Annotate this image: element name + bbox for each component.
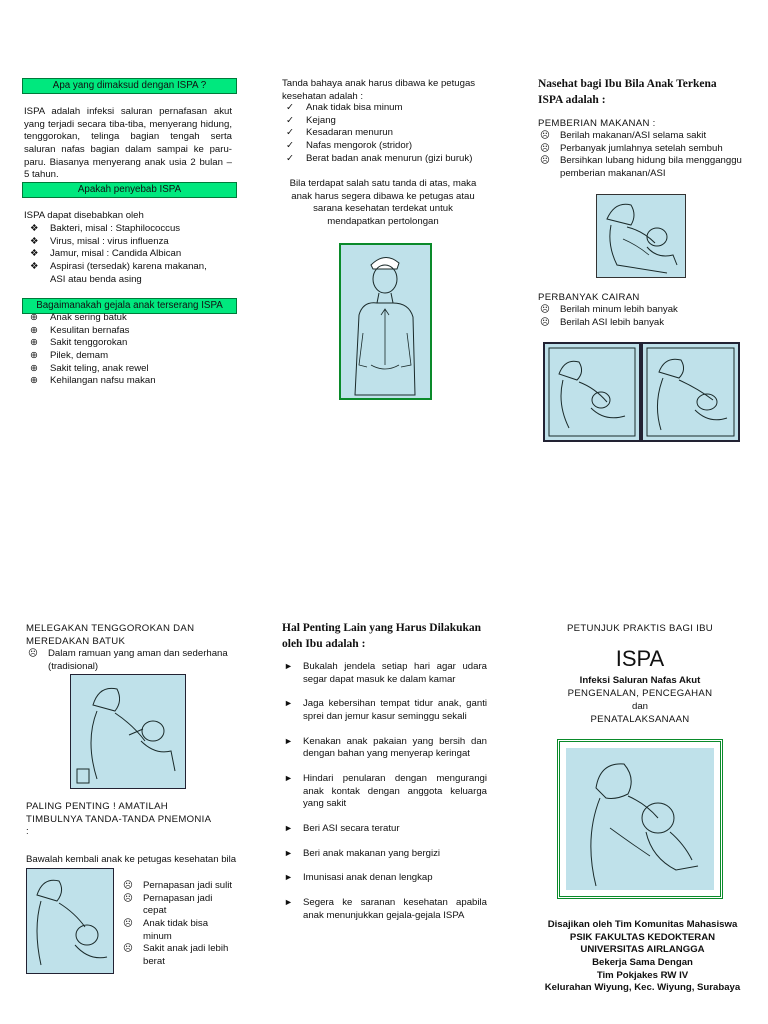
other-actions-title: Hal Penting Lain yang Harus Dilakukan oleh Ibu adalah : bbox=[282, 622, 482, 650]
soothe-throat-title: MELEGAKAN TENGGOROKAN DAN MEREDAKAN BATUK bbox=[26, 623, 195, 647]
list-item: ► Segera ke saranan kesehatan apabila anak menunjukkan gejala-gejala ISPA bbox=[284, 896, 487, 921]
frown-icon: ☹ bbox=[123, 943, 133, 955]
list-item: ► Hindari penularan dengan mengurangi anak kontak dengan anggota keluarga yang sakit bbox=[284, 772, 487, 810]
list-item: ⊕ Pilek, demam bbox=[30, 349, 109, 361]
ispa-definition: ISPA adalah infeksi saluran pernafasan akut yang terjadi secara tiba-tiba, menyerang hidung, tenggorokan, telinga bagian tengah serta saluran nafas bagian dalam sampai ke paru-paru. Biasanya menyerang anak usia 2 bulan – 5 tahun. bbox=[24, 106, 232, 181]
fluids-illustration-left bbox=[543, 342, 641, 442]
mother-holding-child-drawing-icon bbox=[566, 748, 714, 890]
list-item: ✓ Nafas mengorok (stridor) bbox=[286, 139, 413, 151]
list-item: ☹ Sakit anak jadi lebih berat bbox=[123, 943, 229, 967]
mother-checking-child-drawing-icon bbox=[27, 869, 113, 973]
fluids-illustration-right bbox=[641, 342, 740, 442]
list-item: ✓ Anak tidak bisa minum bbox=[286, 102, 403, 113]
fluids-subheading: PERBANYAK CAIRAN bbox=[538, 292, 640, 303]
circle-cross-bullet-icon: ⊕ bbox=[30, 362, 38, 374]
arrow-bullet-icon: ► bbox=[284, 698, 293, 709]
list-item: ► Kenakan anak pakaian yang bersih dan dengan bahan yang menyerap keringat bbox=[284, 735, 487, 760]
diamond-bullet-icon: ❖ bbox=[30, 248, 39, 260]
symptoms-list bbox=[24, 312, 224, 388]
feeding-illustration bbox=[596, 194, 686, 278]
circle-cross-bullet-icon: ⊕ bbox=[30, 375, 38, 387]
circle-cross-bullet-icon: ⊕ bbox=[30, 349, 38, 361]
credit-line: PSIK FAKULTAS KEDOKTERAN bbox=[569, 931, 716, 943]
list-item: ☹ Pernapasan jadi sulit bbox=[123, 880, 233, 891]
arrow-bullet-icon: ► bbox=[284, 872, 293, 883]
list-item: ✓ Kejang bbox=[286, 114, 336, 126]
list-item: ⊕ Sakit teling, anak rewel bbox=[30, 362, 149, 374]
list-item: ☹ Berilah ASI lebih banyak bbox=[540, 316, 664, 328]
cover-line3: PENATALAKSANAAN bbox=[590, 714, 690, 725]
diamond-bullet-icon: ❖ bbox=[30, 223, 39, 234]
fluids-list bbox=[534, 304, 744, 329]
mother-feeding-drawing-icon bbox=[597, 195, 685, 277]
danger-signs-intro: Tanda bahaya anak harus dibawa ke petugas kesehatan adalah : bbox=[282, 78, 476, 102]
cover-credits bbox=[540, 919, 745, 995]
remedy-list bbox=[22, 648, 237, 673]
breathing-check-illustration bbox=[26, 868, 114, 974]
frown-icon: ☹ bbox=[540, 130, 550, 141]
list-item: ✓ Kesadaran menurun bbox=[286, 127, 393, 139]
list-item: ⊕ Sakit tenggorokan bbox=[30, 337, 128, 349]
list-item: ► Beri ASI secara teratur bbox=[284, 822, 400, 834]
return-list bbox=[117, 880, 237, 969]
list-item: ► Jaga kebersihan tempat tidur anak, ganti sprei dan jemur kasur seminggu sekali bbox=[284, 698, 487, 722]
frown-icon: ☹ bbox=[540, 316, 550, 328]
list-item: ❖ Bakteri, misal : Staphilococcus bbox=[30, 223, 181, 234]
danger-signs-list bbox=[280, 102, 495, 165]
cover-title: ISPA bbox=[615, 646, 665, 671]
frown-icon: ☹ bbox=[123, 880, 133, 891]
frown-icon: ☹ bbox=[28, 648, 38, 659]
check-icon: ✓ bbox=[286, 139, 294, 151]
nurse-illustration bbox=[339, 243, 432, 400]
list-item: ► Beri anak makanan yang bergizi bbox=[284, 847, 441, 859]
credit-line: Disajikan oleh Tim Komunitas Mahasiswa bbox=[547, 919, 738, 930]
return-intro: Bawalah kembali anak ke petugas kesehatan bila bbox=[26, 854, 237, 865]
cover-illustration bbox=[566, 748, 714, 890]
list-item: ⊕ Anak sering batuk bbox=[30, 312, 127, 323]
cover-illustration-frame bbox=[557, 739, 723, 899]
credit-line: Kelurahan Wiyung, Kec. Wiyung, Surabaya bbox=[544, 982, 741, 994]
frown-icon: ☹ bbox=[540, 304, 550, 315]
list-item: ☹ Bersihkan lubang hidung bila mengganggu pemberian makanan/ASI bbox=[540, 155, 742, 179]
list-item: ☹ Pernapasan jadi cepat bbox=[123, 892, 213, 917]
heading-what-is-ispa: Apa yang dimaksud dengan ISPA ? bbox=[22, 78, 237, 94]
arrow-bullet-icon: ► bbox=[284, 896, 293, 907]
arrow-bullet-icon: ► bbox=[284, 735, 293, 746]
arrow-bullet-icon: ► bbox=[284, 661, 293, 671]
diamond-bullet-icon: ❖ bbox=[30, 235, 39, 247]
mother-giving-drink-drawing-icon bbox=[545, 344, 639, 440]
arrow-bullet-icon: ► bbox=[284, 772, 293, 783]
causes-list bbox=[24, 223, 224, 286]
nurse-drawing-icon bbox=[341, 245, 430, 398]
list-item: ☹ Berilah minum lebih banyak bbox=[540, 304, 678, 315]
food-list bbox=[534, 130, 744, 181]
cover-line1: PENGENALAN, PENCEGAHAN bbox=[567, 688, 713, 699]
list-item: ☹ Dalam ramuan yang aman dan sederhana (tradisional) bbox=[28, 648, 228, 672]
list-item: ☹ Perbanyak jumlahnya setelah sembuh bbox=[540, 142, 723, 154]
arrow-bullet-icon: ► bbox=[284, 847, 293, 858]
frown-icon: ☹ bbox=[123, 892, 133, 904]
food-subheading: PEMBERIAN MAKANAN : bbox=[538, 118, 656, 129]
check-icon: ✓ bbox=[286, 127, 294, 139]
cover-line2: dan bbox=[631, 701, 648, 712]
frown-icon: ☹ bbox=[540, 155, 550, 167]
other-actions-list bbox=[282, 661, 487, 934]
circle-cross-bullet-icon: ⊕ bbox=[30, 324, 38, 336]
pneumonia-warning: PALING PENTING ! AMATILAH TIMBULNYA TANDA-TANDA PNEMONIA : bbox=[26, 801, 211, 838]
list-item: ☹ Berilah makanan/ASI selama sakit bbox=[540, 130, 707, 141]
list-item: ✓ Berat badan anak menurun (gizi buruk) bbox=[286, 152, 473, 164]
list-item: ⊕ Kehilangan nafsu makan bbox=[30, 375, 156, 387]
mother-spoon-feeding-drawing-icon bbox=[71, 675, 185, 788]
list-item: ⊕ Kesulitan bernafas bbox=[30, 324, 130, 336]
danger-signs-note: Bila terdapat salah satu tanda di atas, maka anak harus segera dibawa ke petugas atau sarana kesehatan terdekat untuk mendapatkan pertolongan bbox=[289, 178, 477, 227]
list-item: ❖ Virus, misal : virus influenza bbox=[30, 235, 169, 247]
list-item: ☹ Anak tidak bisa minum bbox=[123, 917, 209, 942]
credit-line: Bekerja Sama Dengan bbox=[592, 956, 693, 968]
mother-breastfeeding-drawing-icon bbox=[643, 344, 738, 440]
arrow-bullet-icon: ► bbox=[284, 822, 293, 833]
list-item: ❖ Jamur, misal : Candida Albican bbox=[30, 248, 182, 260]
check-icon: ✓ bbox=[286, 114, 294, 126]
heading-causes: Apakah penyebab ISPA bbox=[22, 182, 237, 198]
diamond-bullet-icon: ❖ bbox=[30, 260, 39, 272]
advice-title: Nasehat bagi Ibu Bila Anak Terkena ISPA adalah : bbox=[538, 78, 717, 106]
cover-subtitle: Infeksi Saluran Nafas Akut bbox=[579, 675, 701, 686]
list-item: ► Imunisasi anak denan lengkap bbox=[284, 872, 433, 884]
frown-icon: ☹ bbox=[123, 917, 133, 929]
list-item: ► Bukalah jendela setiap hari agar udara segar dapat masuk ke dalam kamar bbox=[284, 661, 487, 685]
circle-cross-bullet-icon: ⊕ bbox=[30, 337, 38, 349]
frown-icon: ☹ bbox=[540, 142, 550, 154]
cover-kicker: PETUNJUK PRAKTIS BAGI IBU bbox=[566, 623, 714, 634]
heading-symptoms: Bagaimanakah gejala anak terserang ISPA bbox=[22, 298, 237, 314]
list-item: ❖ Aspirasi (tersedak) karena makanan, ASI atau benda asing bbox=[30, 260, 207, 285]
credit-line: UNIVERSITAS AIRLANGGA bbox=[580, 944, 705, 956]
remedy-illustration bbox=[70, 674, 186, 789]
credit-line: Tim Pokjakes RW IV bbox=[596, 969, 689, 981]
check-icon: ✓ bbox=[286, 152, 294, 164]
check-icon: ✓ bbox=[286, 102, 294, 113]
circle-cross-bullet-icon: ⊕ bbox=[30, 312, 38, 323]
causes-intro: ISPA dapat disebabkan oleh bbox=[24, 210, 144, 221]
